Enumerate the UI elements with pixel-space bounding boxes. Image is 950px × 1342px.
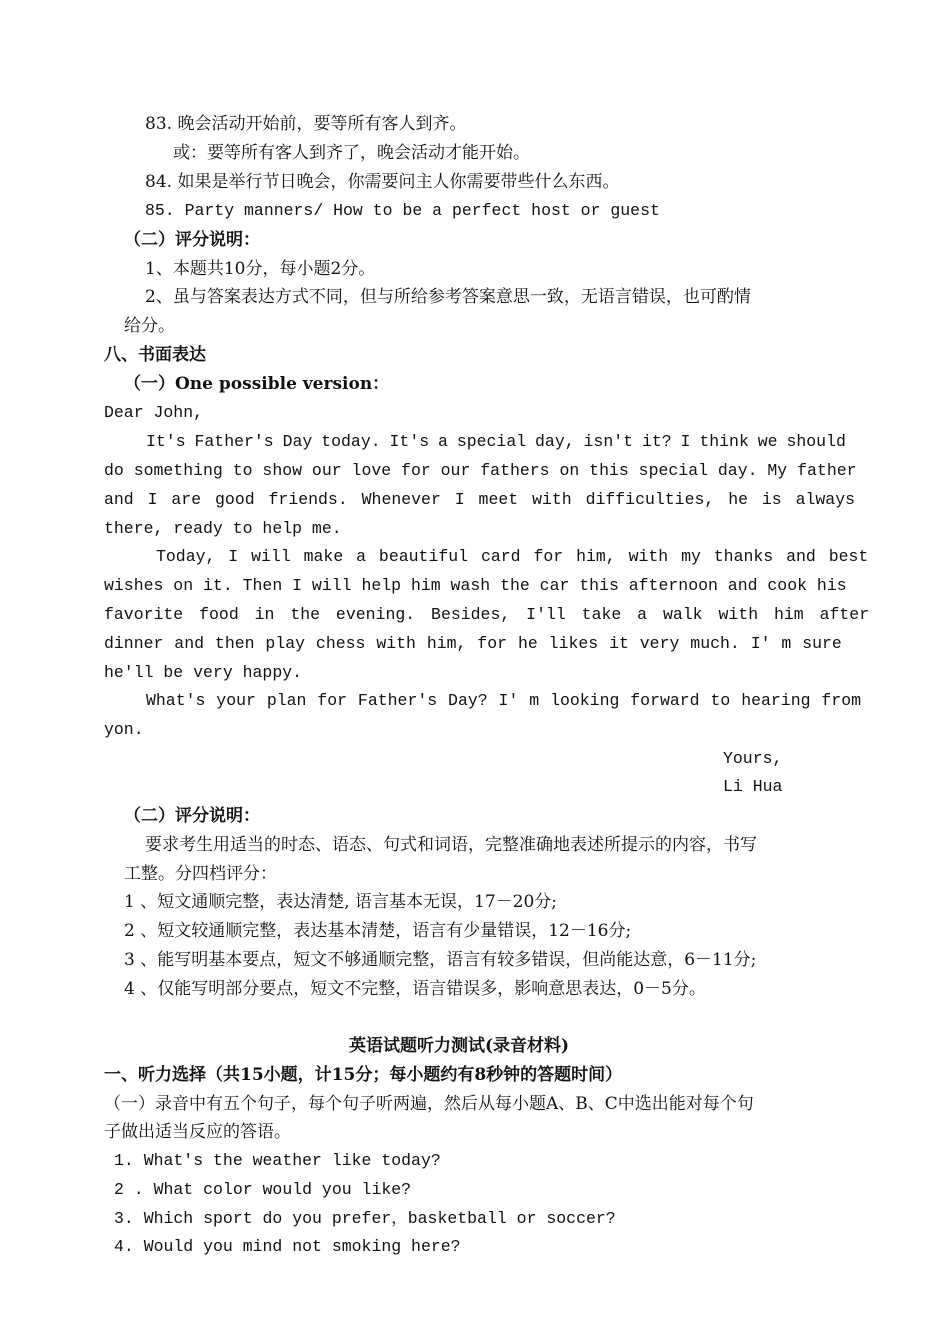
letter-line: and I are good friends. Whenever I meet with difficulties, he is always (104, 490, 856, 509)
letter-line: yon. (104, 720, 144, 739)
answer-84: 84. 如果是举行节日晚会，你需要问主人你需要带些什么东西。 (145, 172, 620, 192)
letter-closing: Yours, (723, 749, 783, 768)
listening-question-3: 3. Which sport do you prefer，basketball or soccer? (114, 1209, 616, 1228)
letter-line: wishes on it. Then I will help him wash the car this afternoon and cook his (104, 576, 847, 595)
section-heading: 八、书面表达 (104, 345, 206, 365)
listening-question-2: 2 . What color would you like? (114, 1180, 412, 1199)
listening-instructions-cont: 子做出适当反应的答语。 (104, 1122, 291, 1142)
answer-85: 85. Party manners/ How to be a perfect host or guest (145, 201, 660, 220)
scoring-item-1: 1、本题共10分，每小题2分。 (145, 259, 376, 279)
letter-signature: Li Hua (723, 777, 783, 796)
scoring-band-1: 1 、短文通顺完整，表达清楚, 语言基本无误，17－20分; (124, 892, 558, 912)
scoring-band-4: 4 、仅能写明部分要点，短文不完整，语言错误多，影响意思表达，0－5分。 (124, 979, 706, 999)
listening-section-heading: 一、听力选择（共15小题，计15分；每小题约有8秒钟的答题时间） (104, 1065, 623, 1085)
letter-line: he'll be very happy. (104, 663, 303, 682)
letter-line: favorite food in the evening. Besides, I'll take a walk with him after (104, 605, 870, 624)
scoring-band-3: 3 、能写明基本要点，短文不够通顺完整，语言有较多错误，但尚能达意，6－11分; (124, 950, 757, 970)
sample-heading: （一）One possible version： (124, 374, 390, 394)
scoring-band-2: 2 、短文较通顺完整，表达基本清楚，语言有少量错误，12－16分; (124, 921, 632, 941)
listening-question-1: 1. What's the weather like today? (114, 1151, 441, 1170)
scoring-heading: （二）评分说明： (124, 230, 260, 250)
scoring-item-2-cont: 给分。 (124, 316, 175, 336)
letter-line: It's Father's Day today. It's a special day, isn't it? I think we should (146, 432, 846, 451)
letter-line: there, ready to help me. (104, 519, 342, 538)
letter-line: What's your plan for Father's Day? I' m looking forward to hearing from (146, 691, 862, 710)
listening-question-4: 4. Would you mind not smoking here? (114, 1237, 461, 1256)
answer-83: 83. 晚会活动开始前，要等所有客人到齐。 (145, 114, 467, 134)
listening-instructions: （一）录音中有五个句子，每个句子听两遍，然后从每小题A、B、C中选出能对每个句 (104, 1094, 754, 1114)
listening-title: 英语试题听力测试(录音材料) (349, 1036, 570, 1056)
answer-83-alternative: 或：要等所有客人到齐了，晚会活动才能开始。 (173, 143, 530, 163)
letter-line: do something to show our love for our fathers on this special day. My father (104, 461, 857, 480)
letter-line: dinner and then play chess with him, for he likes it very much. I' m sure (104, 634, 842, 653)
scoring-intro: 要求考生用适当的时态、语态、句式和词语，完整准确地表述所提示的内容，书写 (145, 835, 757, 855)
scoring-heading: （二）评分说明： (124, 806, 260, 826)
letter-greeting: Dear John, (104, 403, 204, 422)
scoring-item-2: 2、虽与答案表达方式不同，但与所给参考答案意思一致，无语言错误，也可酌情 (145, 287, 751, 307)
scoring-intro-cont: 工整。分四档评分： (124, 864, 277, 884)
letter-line: Today, I will make a beautiful card for him, with my thanks and best (156, 547, 869, 566)
